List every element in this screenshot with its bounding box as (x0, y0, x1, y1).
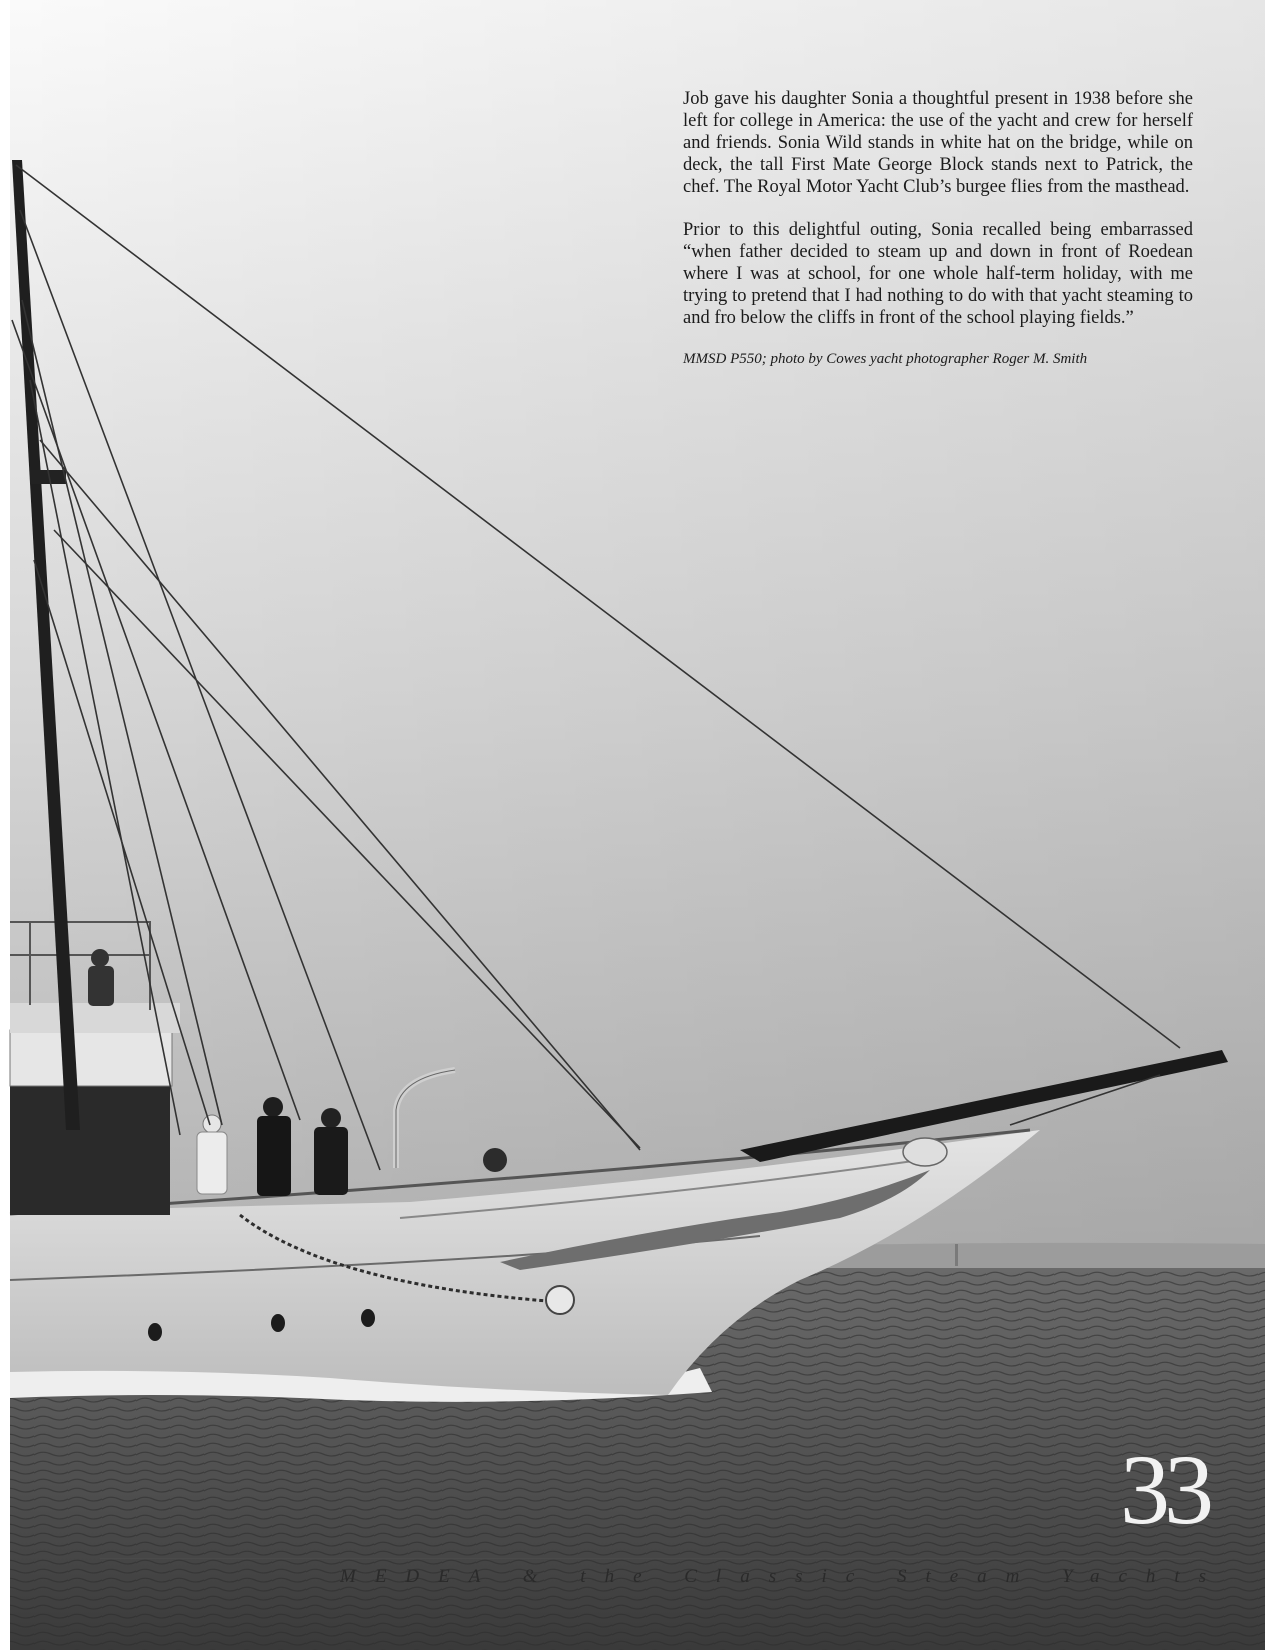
footer-rule (100, 1558, 1200, 1559)
article-paragraph-2: Prior to this delightful outing, Sonia recalled being embarrassed “when father decided to steam up and down in front of Roedean where I was at school, for one whole half-term holiday, with me trying to pretend that I had nothing to do with that yacht steaming to and fro below the cliffs in front of the school playing fields.” (683, 220, 1193, 328)
deckhouse (10, 1085, 170, 1215)
figurehead (903, 1138, 947, 1166)
running-title: MEDEA & the Classic Steam Yachts (340, 1566, 1226, 1587)
page-number: 33 (1120, 1434, 1208, 1545)
photo-caption: MMSD P550; photo by Cowes yacht photographer Roger M. Smith (683, 351, 1088, 367)
article-text (683, 88, 1193, 390)
article-paragraph-1: Job gave his daughter Sonia a thoughtful present in 1938 before she left for college in America: the use of the yacht and crew for herself and friends. Sonia Wild stands in white hat on the bridge, while on deck, the tall First Mate George Block stands next to Patrick, the chef. The Royal Motor Yacht Club’s burgee flies from the masthead. (683, 89, 1193, 197)
